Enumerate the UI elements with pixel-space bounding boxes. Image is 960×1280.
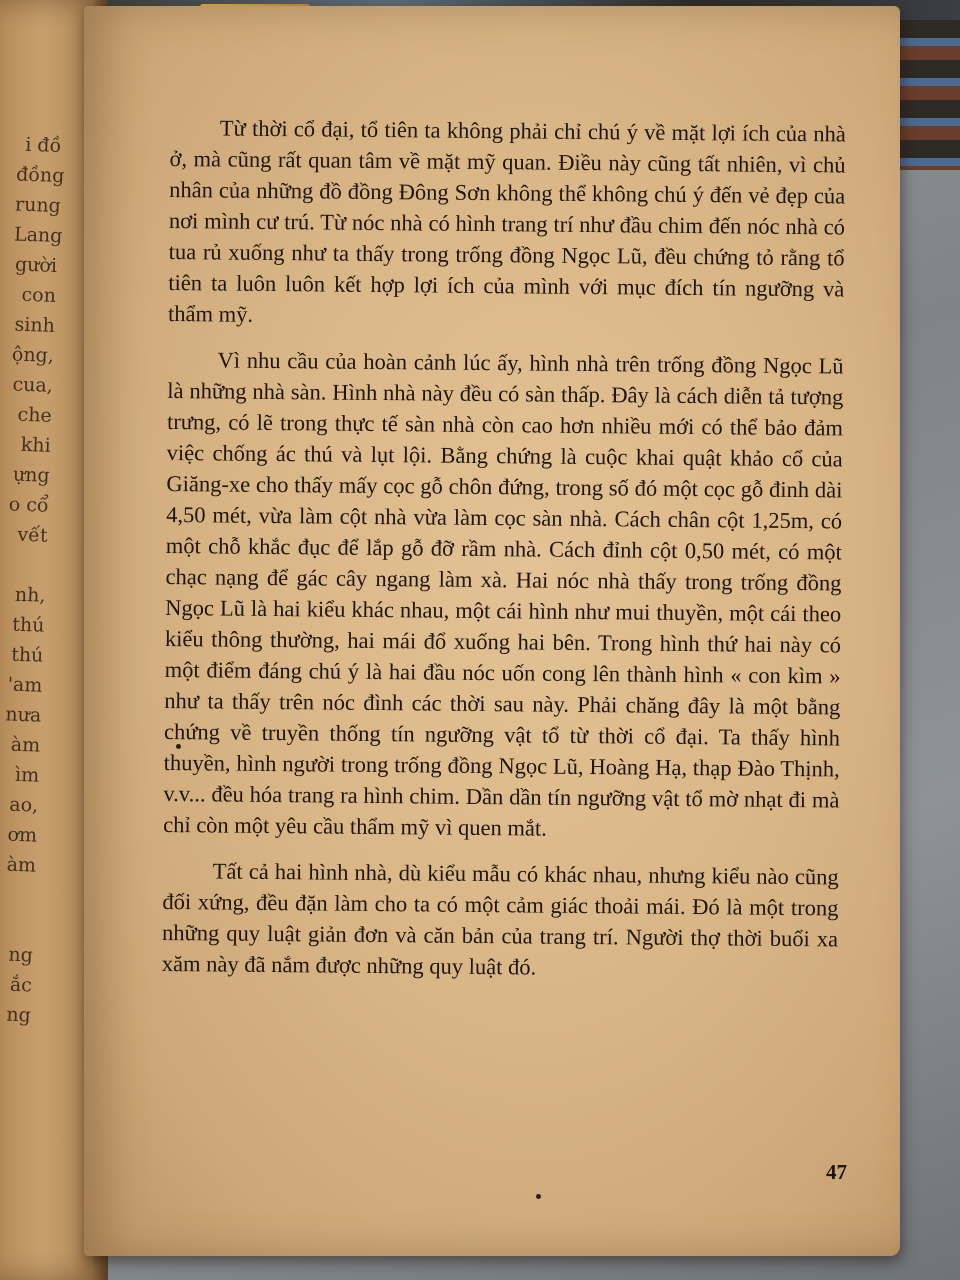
facing-page-fragment: thú bbox=[11, 613, 45, 637]
paragraph-3: Tất cả hai hình nhà, dù kiểu mẫu có khác nhau, nhưng kiểu nào cũng đối xứng, đều đặn làm cho ta có một cảm giác thoải mái. Đó là một trong những quy luật giản đơn và căn bản của trang trí. Người thợ thời buổi xa xăm này đã nắm được những quy luật đó. bbox=[161, 858, 839, 980]
facing-page-fragment: gười bbox=[14, 253, 58, 277]
facing-page-fragment: sinh bbox=[14, 313, 56, 337]
facing-page-fragment: nh, bbox=[14, 583, 46, 607]
facing-page-fragment: ao, bbox=[8, 793, 39, 817]
facing-page-fragment: vết bbox=[17, 523, 48, 547]
facing-page-fragment: o cổ bbox=[8, 493, 49, 517]
facing-page-fragment: ộng, bbox=[11, 343, 55, 367]
facing-page-fragment bbox=[0, 879, 36, 911]
facing-page-fragment: ng bbox=[6, 1003, 32, 1027]
facing-page-fragment: thú bbox=[10, 643, 44, 667]
facing-page-fragment: ng bbox=[8, 943, 34, 967]
facing-page-fragment: con bbox=[21, 283, 57, 307]
facing-page-fragment: đồng bbox=[15, 163, 65, 188]
facing-page-fragment: che bbox=[17, 403, 53, 427]
facing-page-fragment: nưa bbox=[5, 703, 42, 727]
facing-page-text bbox=[0, 130, 65, 1031]
facing-page-fragment: rung bbox=[14, 193, 62, 218]
facing-page-fragment: ìm bbox=[14, 763, 40, 787]
paragraph-1: Từ thời cổ đại, tổ tiên ta không phải chỉ chú ý về mặt lợi ích của nhà ở, mà cũng rất quan tâm về mặt mỹ quan. Điều này cũng tất nhiên, vì chủ nhân của những đồ đồng Đông Sơn không thể không chú ý đến vẻ đẹp của nơi mình cư trú. Từ nóc nhà có hình trang trí như đầu chim đến nóc nhà có tua rủ xuống như ta thấy trong trống đồng Ngọc Lũ, đều chứng tỏ rằng tổ tiên ta luôn luôn kết hợp lợi ích của mình với mục đích tín ngưỡng và thẩm mỹ. bbox=[167, 115, 846, 327]
facing-page-fragment: i đồ bbox=[24, 133, 62, 158]
facing-page-fragment: 'am bbox=[7, 673, 43, 697]
facing-page-fragment: khi bbox=[20, 433, 52, 457]
page-number: 47 bbox=[826, 1160, 847, 1184]
facing-page-fragment: cua, bbox=[12, 373, 54, 397]
paragraph-2: Vì nhu cầu của hoàn cảnh lúc ấy, hình nhà trên trống đồng Ngọc Lũ là những nhà sàn. Hình nhà này đều có sàn thấp. Đây là cách diễn tả tượng trưng, có lẽ trong thực tế sàn nhà còn cao hơn nhiều mới có thể bảo đảm việc chống ác thú và lụt lội. Bằng chứng là cuộc khai quật khảo cổ của Giăng-xe cho thấy mấy cọc gỗ chôn đứng, trong số đó một cọc gỗ đinh dài 4,50 mét, vừa làm cột nhà vừa làm cọc sàn nhà. Cách chân cột 1,25m, có một chỗ khắc đục để lắp gỗ đỡ rầm nhà. Cách đỉnh cột 0,50 mét, có một chạc nạng để gác cây ngang làm xà. Hai nóc nhà thấy trong trống đồng Ngọc Lũ là hai kiểu khác nhau, một cái hình như mui thuyền, một cái theo kiểu thông thường, hai mái đổ xuống hai bên. Trong hình thứ hai này có một điểm đáng chú ý là hai đầu nóc uốn cong lên thành hình « con kìm » như ta thấy trên nóc đình các thời sau này. Phải chăng đây là một bằng chứng về truyền thống tín ngưỡng vật tổ từ thời cổ đại. Ta thấy hình thuyền, hình người trong trống đồng Ngọc Lũ, Hoàng Hạ, thạp Đào Thịnh, v.v... đều hóa trang ra hình chim. Dần dần tín ngưỡng vật tổ mờ nhạt đi mà chỉ còn một yêu cầu thẩm mỹ vì quen mắt. bbox=[163, 347, 844, 841]
facing-page-fragment: ắc bbox=[9, 973, 33, 997]
facing-page-fragment: ơm bbox=[7, 823, 38, 847]
page-body-text bbox=[162, 112, 846, 985]
facing-page-fragment bbox=[0, 909, 34, 941]
facing-page-fragment: àm bbox=[6, 853, 37, 877]
facing-page-fragment bbox=[2, 549, 47, 581]
ink-speck bbox=[536, 1194, 541, 1199]
facing-page-fragment: ựng bbox=[12, 463, 51, 487]
facing-page-fragment: àm bbox=[10, 733, 41, 757]
facing-page-fragment: Lang bbox=[13, 223, 63, 248]
background-books bbox=[900, 20, 960, 170]
